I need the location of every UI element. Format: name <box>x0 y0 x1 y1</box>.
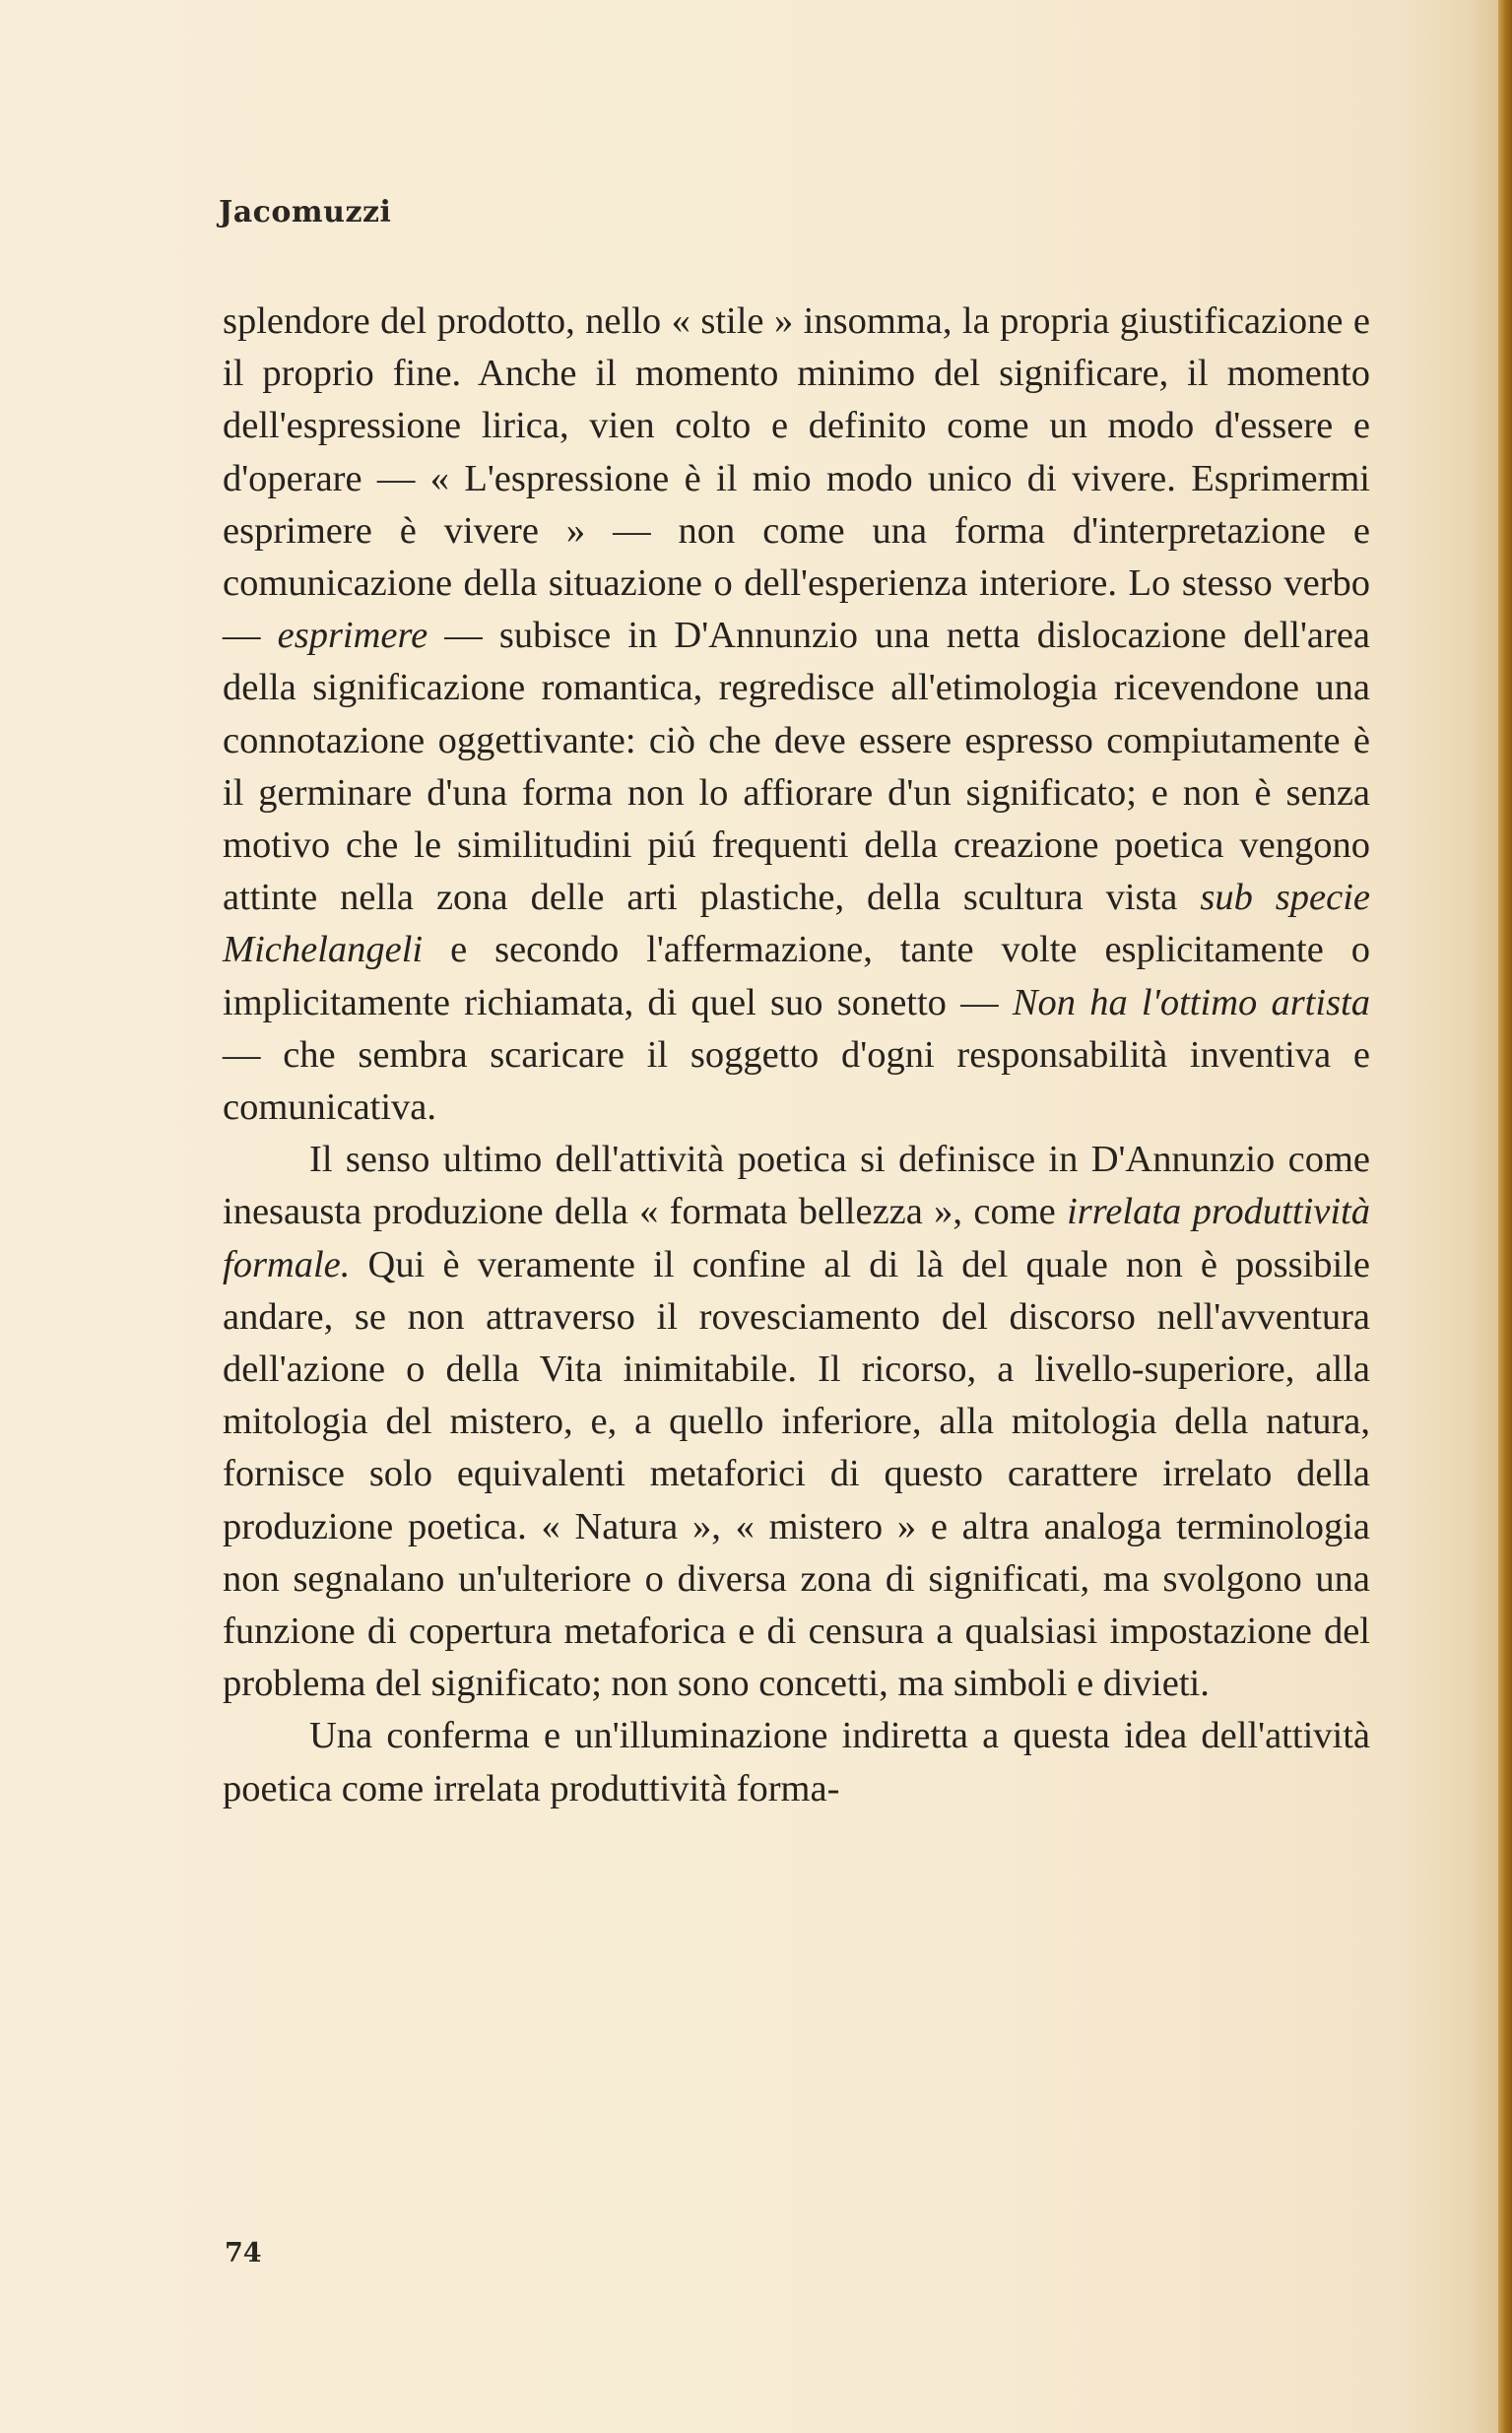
paragraph-2 <box>223 1134 1370 1710</box>
paragraph-3 <box>223 1710 1370 1814</box>
running-head: Jacomuzzi <box>219 195 392 230</box>
italic-segment: esprimere <box>277 615 428 657</box>
text-segment: — subisce in D'Annunzio una netta dislocazione dell'area della significazione romantica, regredisce all'etimologia ricevendone una connotazione oggettivante: ciò che deve essere espresso compiutamente è il germinare d'una forma non lo affiorare d'un significato; e non è senza motivo che le similitudini piú frequenti della creazione poetica vengono attinte nella zona delle arti plastiche, della scultura vista <box>223 615 1371 919</box>
text-segment: — che sembra scaricare il soggetto d'ogni responsabilità inventiva e comunicativa. <box>223 1033 1370 1129</box>
page-number: 74 <box>225 2238 262 2269</box>
italic-segment: sub specie Michelangeli <box>223 877 1370 971</box>
body-text <box>223 296 1370 1815</box>
italic-segment: Non ha l'ottimo artista <box>1012 981 1371 1023</box>
paragraph-1 <box>223 296 1370 1134</box>
text-segment: splendore del prodotto, nello « stile » insomma, la propria giustificazione e il proprio fine. Anche il momento minimo del significare, il momento dell'espressione lirica, vien colto e definito come un modo d'essere e d'operare — « L'espressione è il mio modo unico di vivere. Esprimermi esprimere è vivere » — non come una forma d'interpretazione e comunicazione della situazione o dell'esperienza interiore. Lo stesso verbo — <box>223 300 1370 657</box>
text-segment: Il senso ultimo dell'attività poetica si definisce in D'Annunzio come inesausta produzione della « formata bellezza », come <box>223 1139 1370 1233</box>
text-segment: Una conferma e un'illuminazione indiretta a questa idea dell'attività poetica come irrelata produttività forma- <box>223 1715 1370 1809</box>
text-segment: Qui è veramente il confine al di là del quale non è possibile andare, se non attraverso il rovesciamento del discorso nell'avventura dell'azione o della Vita inimitabile. Il ricorso, a livello-superiore, alla mitologia del mistero, e, a quello inferiore, alla mitologia della natura, fornisce solo equivalenti metaforici di questo carattere irrelato della produzione poetica. « Natura », « mistero » e altra analoga terminologia non segnalano un'ulteriore o diversa zona di significati, ma svolgono una funzione di copertura metaforica e di censura a qualsiasi impostazione del problema del significato; non sono concetti, ma simboli e divieti. <box>223 1243 1370 1705</box>
page-edge <box>1498 0 1512 2433</box>
italic-segment: irrelata produttività formale. <box>223 1191 1370 1285</box>
text-segment: e secondo l'affermazione, tante volte esplicitamente o implicitamente richiamata, di quel suo sonetto — <box>223 929 1370 1023</box>
